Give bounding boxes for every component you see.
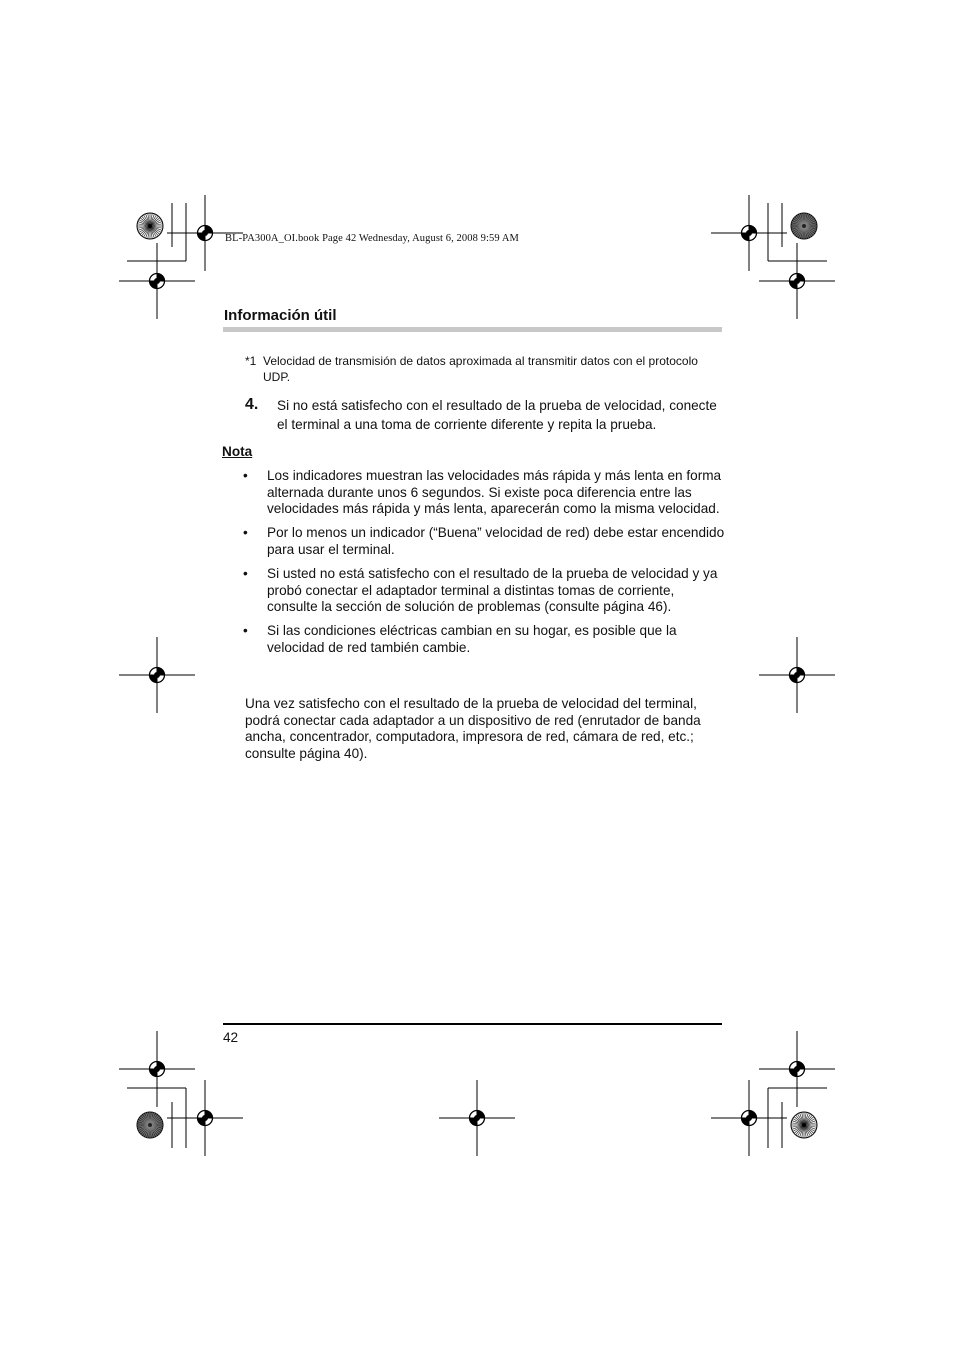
note-list (241, 468, 726, 664)
bullet-icon: • (243, 565, 248, 581)
page-number: 42 (223, 1030, 239, 1045)
footer-rule (223, 1023, 722, 1025)
list-item (241, 623, 726, 656)
list-item (241, 525, 726, 558)
registration-mark-icon (439, 1080, 515, 1156)
title-rule (223, 327, 722, 332)
bullet-icon: • (243, 525, 248, 541)
step-number: 4. (245, 396, 259, 413)
closing-paragraph: Una vez satisfecho con el resultado de la prueba de velocidad del terminal, podrá conectar cada adaptador a un dispositivo de red (enrutador de banda ancha, concentrador, computadora, impresora de red, cámara de red, etc.; consulte página 40). (245, 696, 701, 761)
section-title: Información útil (224, 307, 337, 324)
registration-mark-icon (711, 1080, 787, 1156)
bullet-icon: • (243, 623, 248, 639)
list-item-text: Si las condiciones eléctricas cambian en su hogar, es posible que la velocidad de red también cambie. (267, 623, 677, 655)
bullet-icon: • (243, 468, 248, 483)
color-wheel-icon (791, 1112, 817, 1138)
step-4 (245, 396, 730, 434)
footnote-marker: *1 (245, 354, 257, 368)
list-item-text: Los indicadores muestran las velocidades más rápida y más lenta en forma alternada durante unos 6 segundos. Si existe poca diferencia entre las velocidades más rápida y más lenta, aparecerán como la misma velocidad. (267, 468, 722, 517)
registration-mark-icon (759, 637, 835, 713)
registration-mark-icon (119, 1031, 195, 1107)
color-wheel-icon (137, 1112, 163, 1138)
registration-mark-icon (119, 637, 195, 713)
list-item (241, 468, 726, 518)
registration-mark-icon (759, 243, 835, 319)
footnote (245, 353, 725, 385)
registration-mark-icon (167, 1080, 243, 1156)
footnote-text: Velocidad de transmisión de datos aproximada al transmitir datos con el protocolo UDP. (263, 354, 698, 384)
list-item-text: Si usted no está satisfecho con el resultado de la prueba de velocidad y ya probó conectar el adaptador terminal a distintas tomas de corriente, consulte la sección de solución de problemas (consulte página 46). (267, 565, 718, 615)
list-item-text: Por lo menos un indicador (“Buena” velocidad de red) debe estar encendido para usar el terminal. (267, 525, 725, 557)
step-text: Si no está satisfecho con el resultado de la prueba de velocidad, conecte el terminal a una toma de corriente diferente y repita la prueba. (277, 398, 717, 432)
color-wheel-icon (791, 213, 817, 239)
note-heading: Nota (222, 444, 253, 459)
list-item (241, 566, 726, 616)
registration-mark-icon (759, 1031, 835, 1107)
registration-mark-icon (711, 195, 787, 271)
registration-mark-icon (119, 243, 195, 319)
color-wheel-icon (137, 213, 163, 239)
print-slug: BL-PA300A_OI.book Page 42 Wednesday, August 6, 2008 9:59 AM (225, 233, 519, 244)
